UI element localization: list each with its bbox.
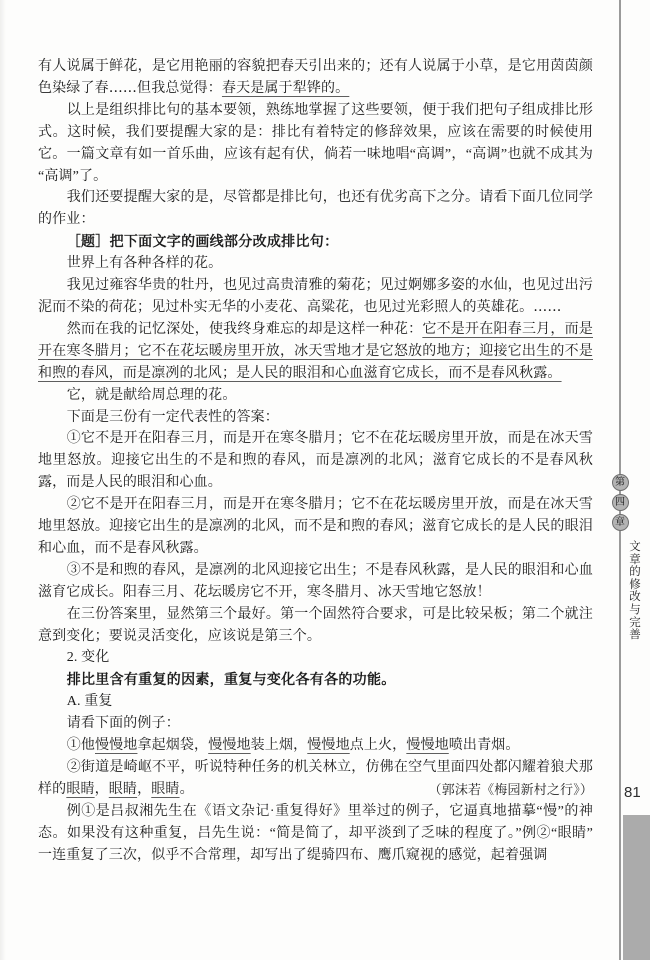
underlined-segment: 慢慢地 xyxy=(307,737,350,754)
paragraph xyxy=(38,647,593,669)
underlined-segment: 它不是开在阳春三月，而是开在寒冬腊月；它不在花坛暖房里开放，冰天雪地才是它怒放的地方；迎接它出生的不是和煦的春风，而是凛冽的北风；是人民的眼泪和心血滋育它成长，而不是春风秋露。 xyxy=(38,320,593,381)
chapter-title-char: 善 xyxy=(629,627,641,642)
text-segment: 喷出青烟。 xyxy=(448,737,520,754)
text-segment: 例①是吕叔湘先生在《语文杂记·重复得好》里举过的例子，它逼真地描摹“慢”的神态。如果没有这种重复，吕先生说：“简是简了，却平淡到了乏味的程度了。”例②“眼睛”一连重复了三次，似乎不合常理，却写出了缇骑四布、鹰爪窥视的感觉，起着强调 xyxy=(38,803,593,863)
chapter-badge: 第 xyxy=(612,474,629,491)
chapter-title-char: 修 xyxy=(629,576,641,591)
chapter-badge: 四 xyxy=(612,494,629,511)
paragraph xyxy=(38,494,593,560)
text-segment: ①它不是开在阳春三月，而是开在寒冬腊月；它不在花坛暖房里开放，而是在冰天雪地里怒放。迎接它出生的不是和煦的春风，而是凛冽的北风；滋育它成长的不是春风秋露，而是人民的眼泪和心血。 xyxy=(38,430,593,491)
text-segment: ［题］把下面文字的画线部分改成排比句： xyxy=(66,233,339,250)
paragraph xyxy=(38,604,593,648)
chapter-title-char: 完 xyxy=(629,614,641,629)
paragraph xyxy=(38,428,593,494)
paragraph xyxy=(38,231,593,253)
text-segment: 点上火， xyxy=(349,737,407,754)
text-segment: 下面是三份有一定代表性的答案： xyxy=(66,409,279,425)
paragraph xyxy=(38,319,593,385)
text-segment: ， xyxy=(94,780,109,797)
underlined-segment: 慢慢地 xyxy=(95,737,138,754)
text-segment: 2. 变化 xyxy=(66,650,110,666)
text-segment: ①他 xyxy=(66,737,95,754)
chapter-title-char: 的 xyxy=(629,564,641,579)
text-column xyxy=(38,56,593,867)
chapter-title-char: 章 xyxy=(629,551,641,566)
paragraph xyxy=(38,560,593,604)
text-segment: 请看下面的例子： xyxy=(66,716,180,732)
paragraph xyxy=(38,56,593,100)
text-segment: 排比里含有重复的因素，重复与变化各有各的功能。 xyxy=(66,671,396,688)
text-segment: ， xyxy=(137,780,152,797)
underlined-segment: 眼睛 xyxy=(66,780,95,797)
text-segment: 然而在我的记忆深处，使我终身难忘的却是这样一种花： xyxy=(66,320,423,337)
text-segment: 拿起烟袋， xyxy=(137,737,209,754)
text-segment: ②街道是崎岖不平，听说特种任务的机关林立，仿佛在空气里面四处都闪耀着狼犬那样的 xyxy=(38,759,593,797)
paragraph xyxy=(38,801,593,867)
underlined-segment: 眼睛 xyxy=(108,780,138,797)
text-segment: 在三份答案里，显然第三个最好。第一个固然符合要求，可是比较呆板；第二个就注意到变化；要说灵活变化，应该说是第三个。 xyxy=(38,606,593,644)
paragraph xyxy=(38,669,593,691)
paragraph xyxy=(38,713,593,735)
underlined-segment: 春天是属于犁铧的。 xyxy=(221,79,350,96)
text-segment: 有人说属于鲜花，是它用艳丽的容貌把春天引出来的；还有人说属于小草，是它用茵茵颜色染绿了春……但我总觉得： xyxy=(38,58,593,96)
chapter-badge-group xyxy=(611,474,629,531)
text-segment: 我见过雍容华贵的牡丹，也见过高贵清雅的菊花；见过婀娜多姿的水仙，也见过出污泥而不染的荷花；见过朴实无华的小麦花、高粱花，也见过光彩照人的英雄花。…… xyxy=(38,277,593,315)
underlined-segment: 眼睛 xyxy=(151,780,180,797)
text-segment: ③不是和煦的春风，是凛冽的北风迎接它出生；不是春风秋露，是人民的眼泪和心血滋育它成长。阳春三月、花坛暖房它不开，寒冬腊月、冰天雪地它怒放！ xyxy=(38,561,593,600)
text-segment: 装上烟， xyxy=(250,737,308,754)
text-segment: 世界上有各种各样的花。 xyxy=(66,255,223,272)
chapter-badge: 章 xyxy=(612,514,629,531)
source-attribution: （郭沫若《梅园新村之行》） xyxy=(428,781,593,797)
text-segment: 。 xyxy=(179,780,194,797)
underlined-segment: 慢慢地 xyxy=(208,737,251,754)
text-segment: ②它不是开在阳春三月，而是开在寒冬腊月；它不在花坛暖房里开放，而是在冰天雪地里怒放。迎接它出生的是凛冽的北风，而不是和煦的春风；滋育它成长的是人民的眼泪和心血，而不是春风秋露。 xyxy=(38,496,593,556)
paragraph xyxy=(38,100,593,188)
paragraph xyxy=(38,253,593,275)
text-segment: 它，就是献给周总理的花。 xyxy=(66,386,237,403)
page-edge-tab xyxy=(623,815,650,960)
text-segment: A. 重复 xyxy=(66,694,113,710)
chapter-title-char: 文 xyxy=(629,539,641,553)
paragraph xyxy=(38,187,593,231)
page-number: 81 xyxy=(624,784,641,801)
chapter-title-char: 与 xyxy=(629,601,641,616)
paragraph xyxy=(38,691,593,713)
paragraph xyxy=(38,385,593,407)
text-segment: 以上是组织排比句的基本要领，熟练地掌握了这些要领，便于我们把句子组成排比形式。这时候，我们要提醒大家的是：排比有着特定的修辞效果，应该在需要的时候使用它。一篇文章有如一首乐曲，应该有起有伏，倘若一味地唱“高调”，“高调”也就不成其为“高调”了。 xyxy=(38,102,593,184)
text-segment: 我们还要提醒大家的是，尽管都是排比句，也还有优劣高下之分。请看下面几位同学的作业： xyxy=(38,190,593,228)
chapter-title-char: 改 xyxy=(629,589,641,604)
underlined-segment: 慢慢地 xyxy=(406,737,449,754)
paragraph xyxy=(38,735,593,757)
paragraph xyxy=(38,407,593,429)
paragraph xyxy=(38,275,593,319)
chapter-title-vertical xyxy=(626,540,644,641)
